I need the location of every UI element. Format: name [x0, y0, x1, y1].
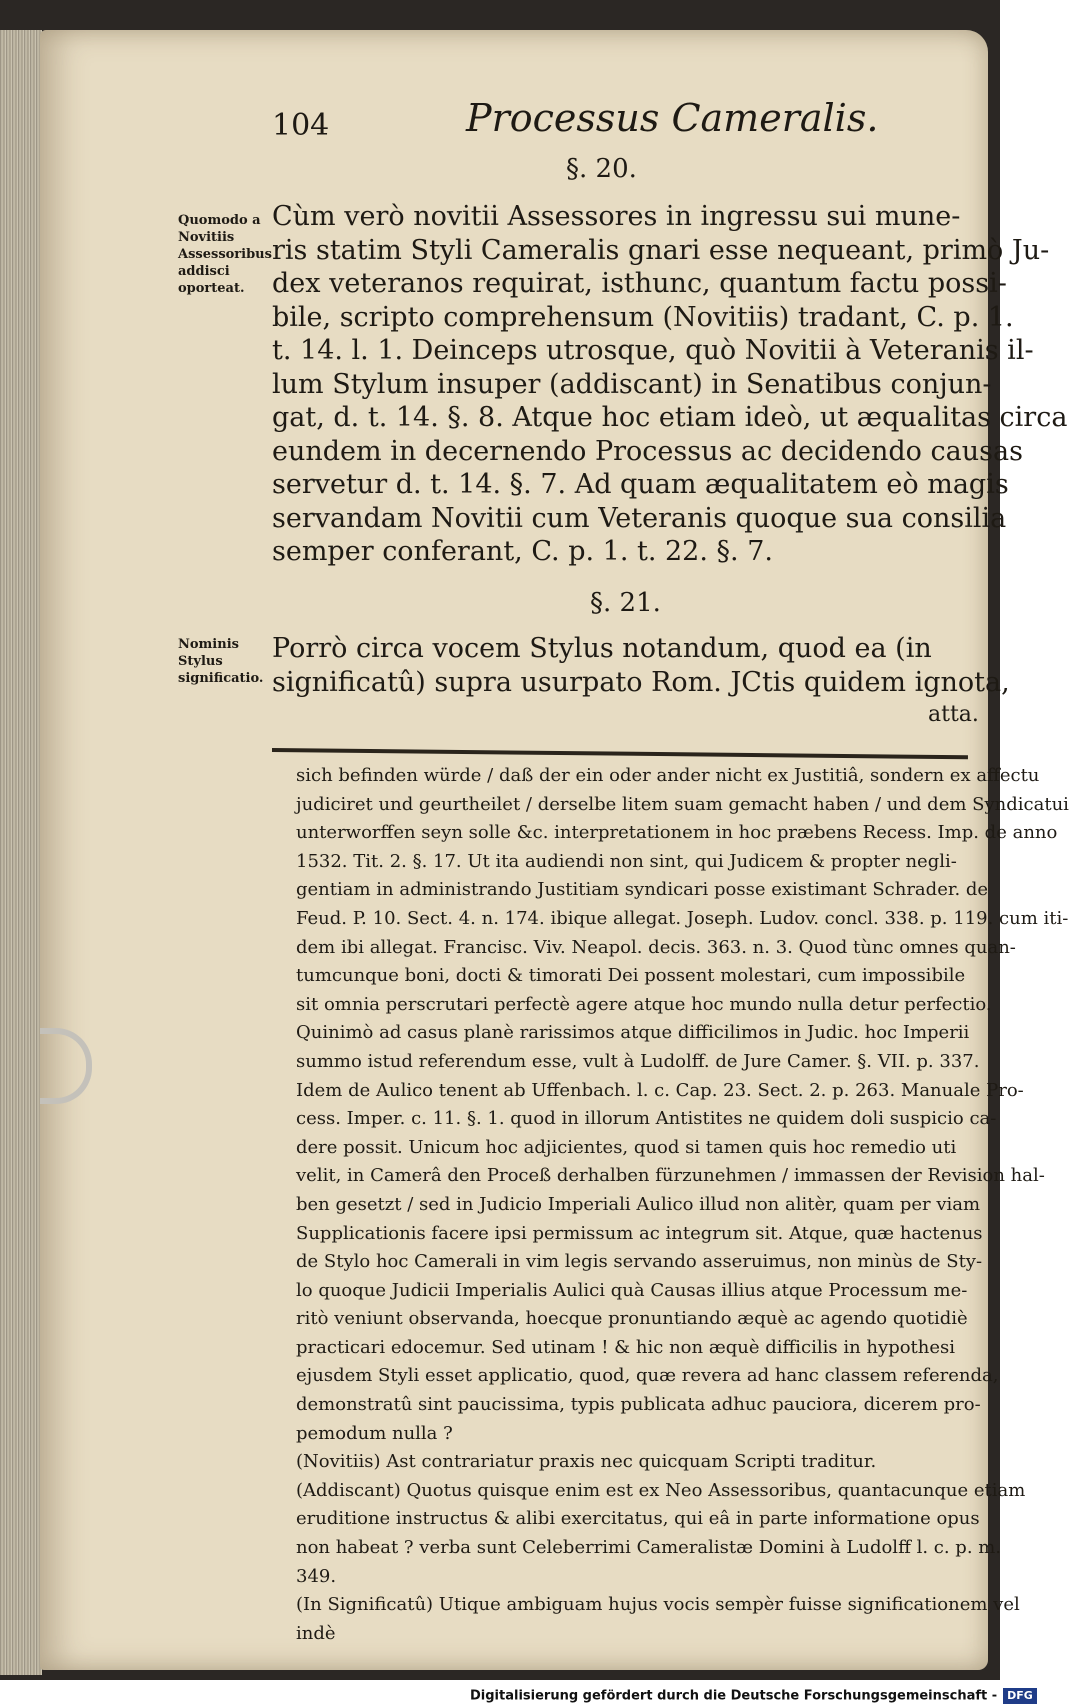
footnote-line: (Novitiis) Ast contrariatur praxis nec quicquam Scripti traditur. [296, 1451, 877, 1473]
text-line: servandam Novitii cum Veteranis quoque sua consilia [272, 502, 1007, 534]
footnote-line: de Stylo hoc Camerali in vim legis servando asseruimus, non minùs de Sty- [296, 1251, 983, 1273]
footnote-line: Quinimò ad casus planè rarissimos atque difficilimos in Judic. hoc Imperii [296, 1022, 970, 1044]
section-mark-20: §. 20. [566, 154, 637, 184]
margin-note: Nominis Stylus significatio. [178, 637, 264, 686]
footnote-line: pemodum nulla ? [296, 1422, 453, 1444]
footnotes [296, 762, 1069, 1648]
footnote-line: Idem de Aulico tenent ab Uffenbach. l. c. Cap. 23. Sect. 2. p. 263. Manuale Pro- [296, 1079, 1024, 1101]
digitization-credit [470, 1688, 1037, 1704]
page-number: 104 [272, 108, 330, 143]
catchword: atta. [928, 702, 979, 727]
text-line: Cùm verò novitii Assessores in ingressu sui mune- [272, 201, 961, 232]
text-line: semper conferant, C. p. 1. t. 22. §. 7. [272, 536, 773, 567]
footnote-line: summo istud referendum esse, vult à Ludolff. de Jure Camer. §. VII. p. 337. [296, 1050, 980, 1072]
footnote-line: 349. [296, 1565, 337, 1587]
footnote-line: (In Significatû) Utique ambiguam hujus vocis sempèr fuisse significationem vel [296, 1594, 1020, 1616]
paragraph-2 [272, 632, 1010, 699]
text-line: Porrò circa vocem Stylus notandum, quod ea (in [272, 633, 932, 664]
text-line: gat, d. t. 14. §. 8. Atque hoc etiam ideò, ut æqualitas circa [272, 402, 1068, 433]
text-line: servetur d. t. 14. §. 7. Ad quam æqualitatem eò magis [272, 469, 1009, 500]
footnote-line: velit, in Camerâ den Proceß derhalben fürzunehmen / immassen der Revision hal- [296, 1165, 1045, 1187]
footnote-line: ritò veniunt observanda, hoecque pronuntiando æquè ac agendo quotidiè [296, 1308, 968, 1330]
footnote-line: tumcunque boni, docti & timorati Dei possent molestari, cum impossibile [296, 965, 966, 987]
footnote-line: practicari edocemur. Sed utinam ! & hic non æquè difficilis in hypothesi [296, 1336, 956, 1358]
footnote-line: ben gesetzt / sed in Judicio Imperiali Aulico illud non alitèr, quam per viam [296, 1193, 981, 1215]
text-line: eundem in decernendo Processus ac decidendo causas [272, 435, 1023, 467]
paragraph-1 [272, 200, 1068, 569]
footnote-line: demonstratû sint paucissima, typis publicata adhuc pauciora, dicerem pro- [296, 1394, 981, 1416]
footnote-line: cess. Imper. c. 11. §. 1. quod in illorum Antistites ne quidem doli suspicio ca- [296, 1108, 997, 1130]
footnote-line: non habeat ? verba sunt Celeberrimi Cameralistæ Domini à Ludolff l. c. p. m. [296, 1537, 1002, 1559]
text-line: lum Stylum insuper (addiscant) in Senatibus conjun- [272, 368, 992, 400]
footnote-line: dere possit. Unicum hoc adjicientes, quod si tamen quis hoc remedio uti [296, 1136, 957, 1158]
section-mark-21: §. 21. [590, 588, 661, 618]
footnote-line: sit omnia perscrutari perfectè agere atque hoc mundo nulla detur perfectio. [296, 993, 992, 1015]
footnote-line: unterworffen seyn solle &c. interpretationem in hoc præbens Recess. Imp. de anno [296, 822, 1058, 844]
text-line: bile, scripto comprehensum (Novitiis) tradant, C. p. 1. [272, 301, 1014, 333]
text-line: ris statim Styli Cameralis gnari esse nequeant, primò Ju- [272, 234, 1050, 266]
dfg-logo: DFG [1003, 1688, 1037, 1704]
footnote-line: gentiam in administrando Justitiam syndicari posse existimant Schrader. de [296, 879, 989, 901]
text-line: t. 14. l. 1. Deinceps utrosque, quò Novitii à Veteranis il- [272, 335, 1034, 366]
credit-text: Digitalisierung gefördert durch die Deutsche Forschungsgemeinschaft - [470, 1688, 998, 1704]
text-line: dex veteranos requirat, isthunc, quantum factu possi- [272, 268, 1007, 299]
footnote-line: eruditione instructus & alibi exercitatus, qui eâ in parte informatione opus [296, 1508, 980, 1530]
footnote-line: ejusdem Styli esset applicatio, quod, quæ revera ad hanc classem referenda, [296, 1365, 999, 1387]
footnote-line: dem ibi allegat. Francisc. Viv. Neapol. decis. 363. n. 3. Quod tùnc omnes quan- [296, 936, 1016, 958]
footnote-line: Feud. P. 10. Sect. 4. n. 174. ibique allegat. Joseph. Ludov. concl. 338. p. 119. cum iti- [296, 907, 1069, 929]
page-edges [0, 30, 42, 1675]
footnote-line: (Addiscant) Quotus quisque enim est ex Neo Assessoribus, quantacunque etiam [296, 1479, 1026, 1501]
footnote-line: 1532. Tit. 2. §. 17. Ut ita audiendi non sint, qui Judicem & propter negli- [296, 850, 957, 872]
footnote-line: sich befinden würde / daß der ein oder ander nicht ex Justitiâ, sondern ex affectu [296, 765, 1040, 786]
running-title: Processus Cameralis. [466, 96, 879, 140]
footnote-line: judiciret und geurtheilet / derselbe litem suam gemacht haben / und dem Syndicatui [296, 793, 1069, 815]
text-line: significatû) supra usurpato Rom. JCtis quidem ignota, [272, 666, 1010, 698]
margin-note: Quomodo a Novitiis Assessoribus addisci oporteat. [178, 213, 272, 296]
footnote-line: lo quoque Judicii Imperialis Aulici quà Causas illius atque Processum me- [296, 1279, 968, 1301]
footnote-line: Supplicationis facere ipsi permissum ac integrum sit. Atque, quæ hactenus [296, 1222, 983, 1244]
footnote-line: indè [296, 1622, 336, 1644]
